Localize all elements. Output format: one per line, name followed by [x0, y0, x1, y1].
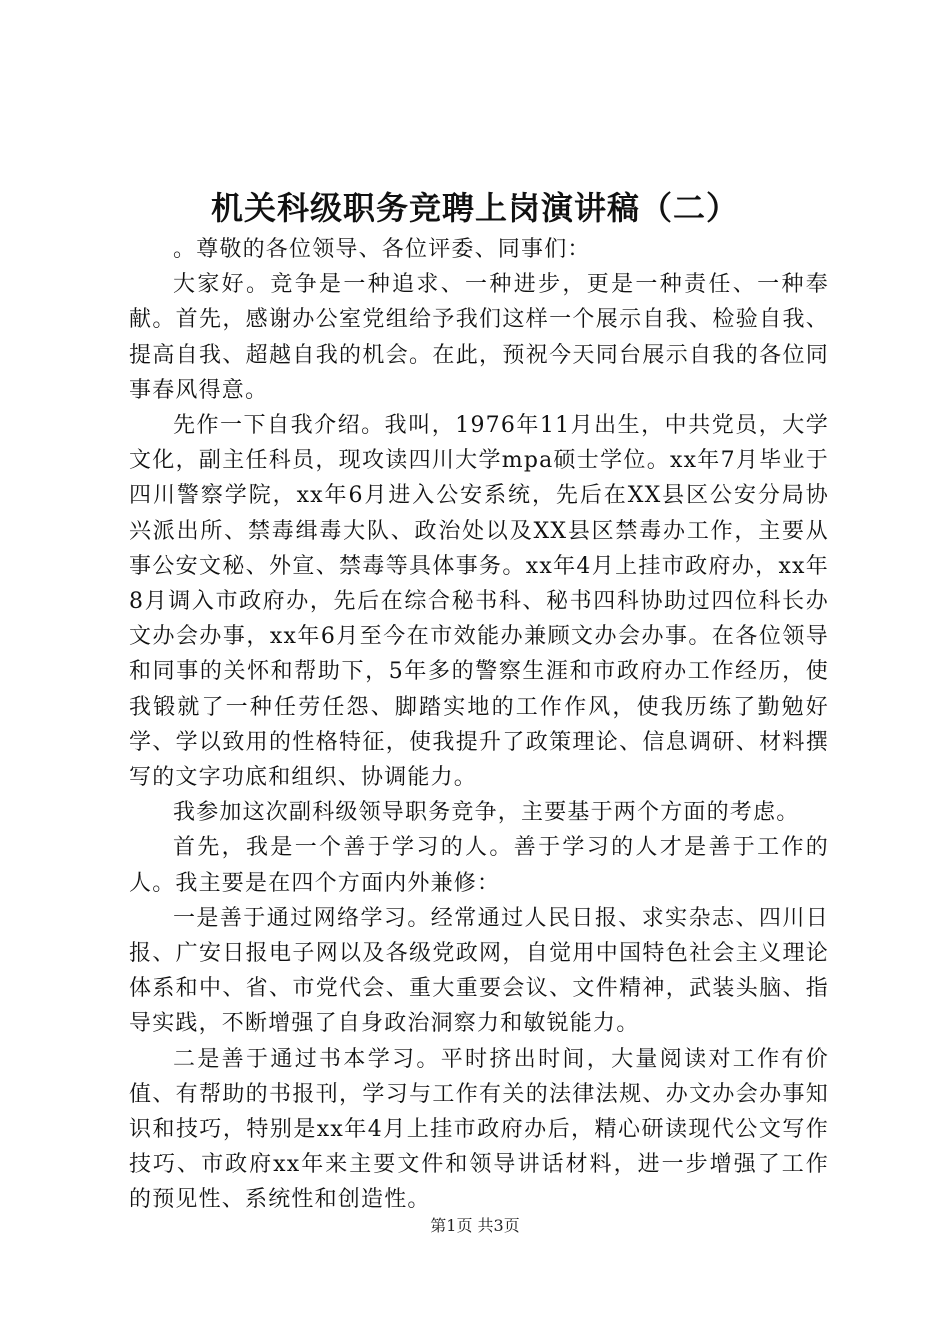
paragraph-learning: 首先，我是一个善于学习的人。善于学习的人才是善于工作的人。我主要是在四个方面内外兼修： — [129, 835, 829, 896]
document-title: 机关科级职务竞聘上岗演讲稿（二） — [210, 189, 739, 227]
paragraph-motivation: 我参加这次副科级领导职务竞争，主要基于两个方面的考虑。 — [173, 800, 800, 826]
paragraph-salutation: 。尊敬的各位领导、各位评委、同事们： — [173, 237, 591, 262]
paragraph-self-introduction: 先作一下自我介绍。我叫，1976年11月出生，中共党员，大学文化，副主任科员，现攻读四川大学mpa硕士学位。xx年7月毕业于四川警察学院，xx年6月进入公安系统，先后在XX县区公安分局协兴派出所、禁毒缉毒大队、政治处以及XX县区禁毒办工作，主要从事公安文秘、外宣、禁毒等具体事务。xx年4月上挂市政府办，xx年8月调入市政府办，先后在综合秘书科、秘书四科协助过四位科长办文办会办事，xx年6月至今在市效能办兼顾文办会办事。在各位领导和同事的关怀和帮助下，5年多的警察生涯和市政府办工作经历，使我锻就了一种任劳任怨、脚踏实地的工作作风，使我历练了勤勉好学、学以致用的性格特征，使我提升了政策理论、信息调研、材料撰写的文字功底和组织、协调能力。 — [129, 413, 829, 791]
paragraph-online-learning: 一是善于通过网络学习。经常通过人民日报、求实杂志、四川日报、广安日报电子网以及各级党政网，自觉用中国特色社会主义理论体系和中、省、市党代会、重大重要会议、文件精神，武装头脑、指导实践，不断增强了自身政治洞察力和敏锐能力。 — [129, 905, 829, 1037]
page-footer: 第1页 共3页 — [430, 1216, 520, 1235]
paragraph-book-learning: 二是善于通过书本学习。平时挤出时间，大量阅读对工作有价值、有帮助的书报刊，学习与工作有关的法律法规、办文办会办事知识和技巧，特别是xx年4月上挂市政府办后，精心研读现代公文写作技巧、市政府xx年来主要文件和领导讲话材料，进一步增强了工作的预见性、系统性和创造性。 — [129, 1046, 829, 1213]
paragraph-greeting: 大家好。竞争是一种追求、一种进步，更是一种责任、一种奉献。首先，感谢办公室党组给予我们这样一个展示自我、检验自我、提高自我、超越自我的机会。在此，预祝今天同台展示自我的各位同事春风得意。 — [129, 272, 829, 403]
document-body — [129, 232, 829, 1218]
